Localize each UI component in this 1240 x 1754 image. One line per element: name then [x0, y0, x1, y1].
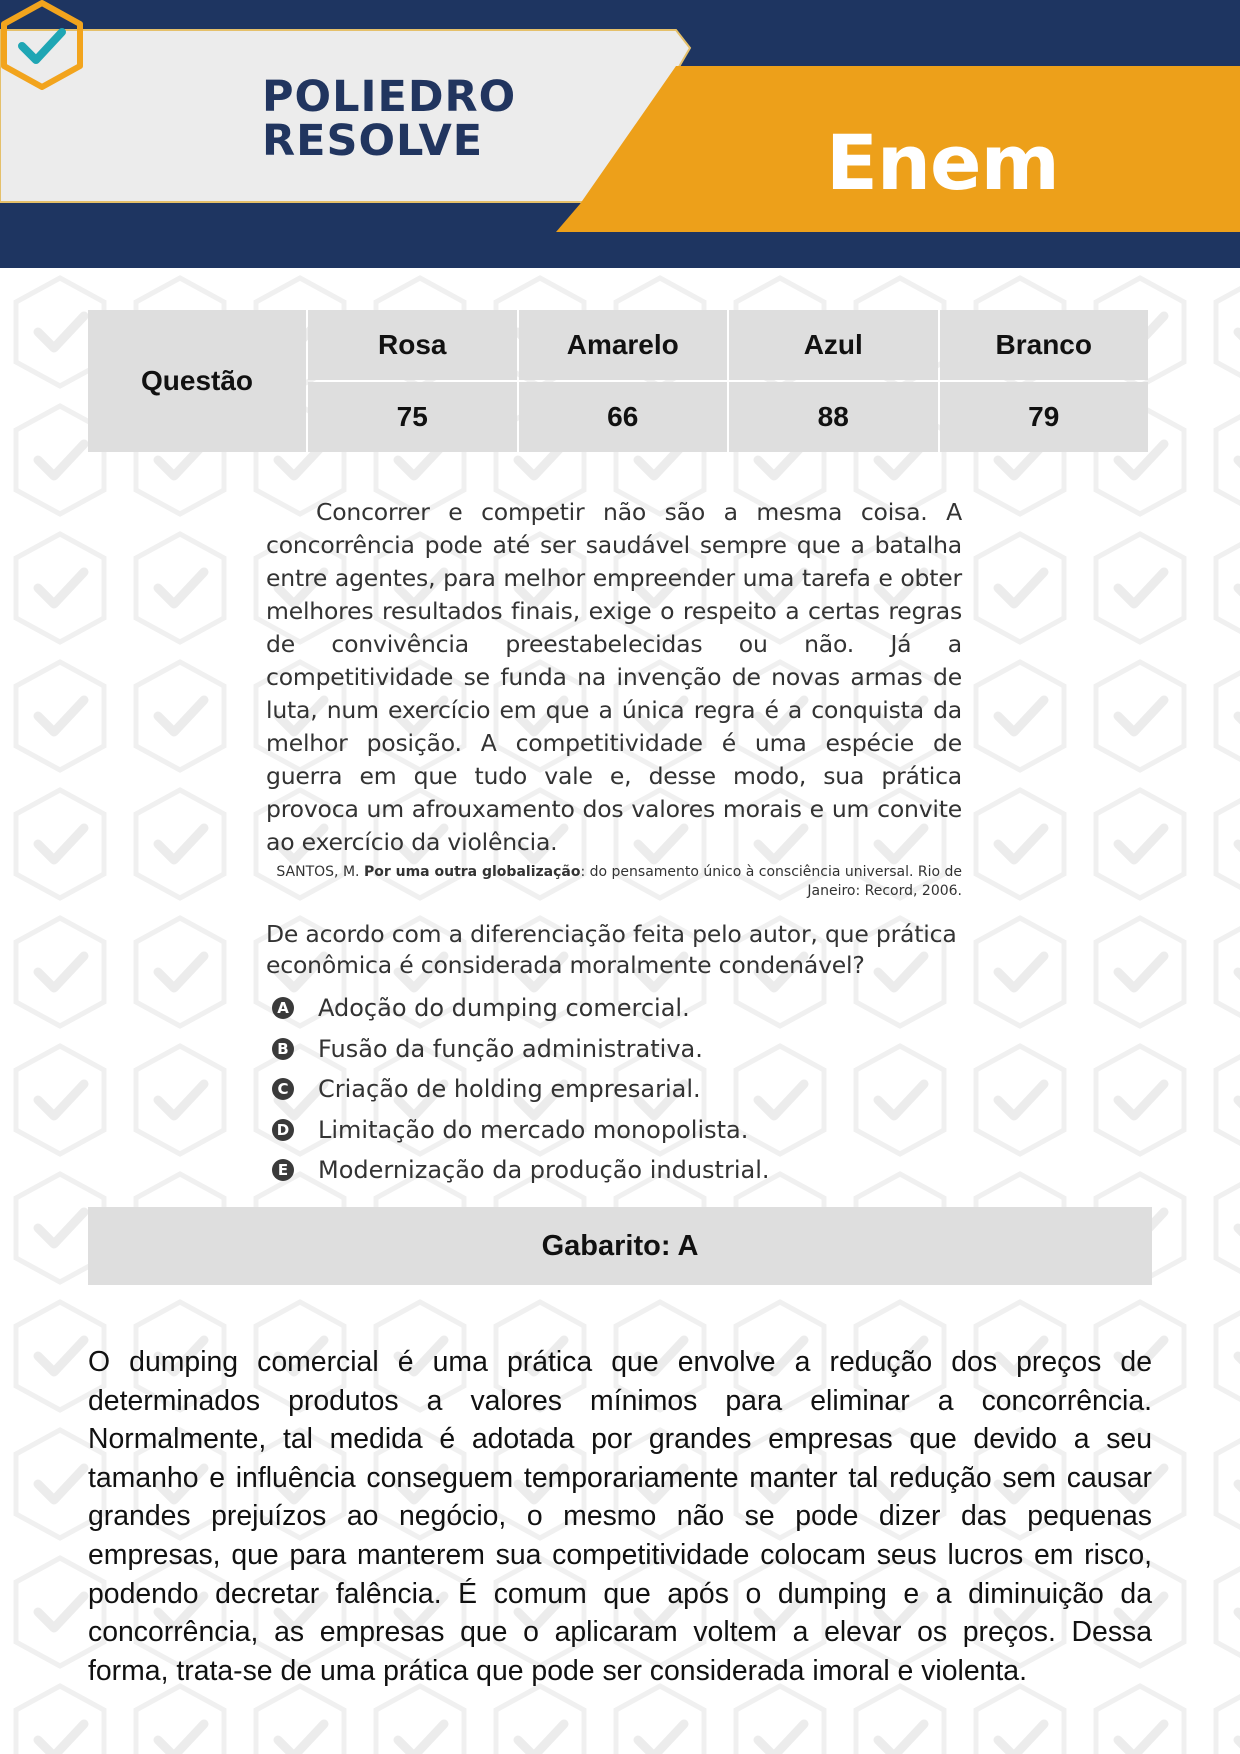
answer-options	[266, 989, 962, 1192]
option-e	[266, 1151, 962, 1192]
option-letter-badge: B	[272, 1038, 294, 1060]
option-letter-badge: E	[272, 1159, 294, 1181]
option-text: Modernização da produção industrial.	[318, 1156, 770, 1184]
exam-name: Enem	[826, 118, 1059, 207]
passage-source	[266, 863, 962, 901]
option-d	[266, 1111, 962, 1152]
question-number-table	[86, 308, 1150, 454]
option-letter-badge: D	[272, 1119, 294, 1141]
source-author: SANTOS, M.	[276, 864, 360, 880]
question-number-amarelo: 66	[519, 382, 728, 452]
question-number-rosa: 75	[308, 382, 517, 452]
question-prompt: De acordo com a diferenciação feita pelo autor, que prática econômica é considerada moralmente condenável?	[266, 920, 957, 979]
question-block	[266, 496, 962, 1192]
question-label: Questão	[88, 310, 306, 452]
option-b	[266, 1030, 962, 1071]
answer-key-bar: Gabarito: A	[88, 1207, 1152, 1285]
option-text: Limitação do mercado monopolista.	[318, 1115, 749, 1144]
option-letter-badge: A	[272, 997, 294, 1019]
column-header-branco: Branco	[940, 310, 1149, 380]
page-header	[0, 0, 1240, 268]
passage-text: Concorrer e competir não são a mesma coisa. A concorrência pode até ser saudável sempre que a batalha entre agentes, para melhor empreender uma tarefa e obter melhores resultados finais, exige o respeito a certas regras de convivência preestabelecidas ou não. Já a competitividade se funda na invenção de novas armas de luta, num exercício em que a única regra é a conquista da melhor posição. A competitividade é uma espécie de guerra em que tudo vale e, desse modo, sua prática provoca um afrouxamento dos valores morais e um convite ao exercício da violência.	[266, 498, 962, 856]
brand-name-line2: RESOLVE	[262, 116, 484, 166]
option-a	[266, 989, 962, 1030]
option-text: Adoção do dumping comercial.	[318, 994, 690, 1022]
question-number-branco: 79	[940, 382, 1149, 452]
source-details: : do pensamento único à consciência universal. Rio de Janeiro: Record, 2006.	[580, 864, 962, 899]
column-header-amarelo: Amarelo	[519, 310, 728, 380]
column-header-rosa: Rosa	[308, 310, 517, 380]
option-c	[266, 1070, 962, 1111]
check-hexagon-logo-icon	[0, 0, 84, 90]
source-title: Por uma outra globalização	[363, 864, 581, 880]
column-header-azul: Azul	[729, 310, 938, 380]
brand-name-line1: POLIEDRO	[262, 72, 517, 122]
question-number-azul: 88	[729, 382, 938, 452]
option-text: Criação de holding empresarial.	[318, 1075, 701, 1103]
option-text: Fusão da função administrativa.	[318, 1034, 703, 1063]
explanation-text: O dumping comercial é uma prática que envolve a redução dos preços de determinados produtos a valores mínimos para eliminar a concorrência. Normalmente, tal medida é adotada por grandes empresas que devido a seu tamanho e influência conseguem temporariamente manter tal redução sem causar grandes prejuízos ao negócio, o mesmo não se pode dizer das pequenas empresas, que para manterem sua competitividade colocam seus lucros em risco, podendo decretar falência. É comum que após o dumping e a diminuição da concorrência, as empresas que o aplicaram voltem a elevar os preços. Dessa forma, trata-se de uma prática que pode ser considerada imoral e violenta.	[88, 1346, 1152, 1687]
option-letter-badge: C	[272, 1078, 294, 1100]
